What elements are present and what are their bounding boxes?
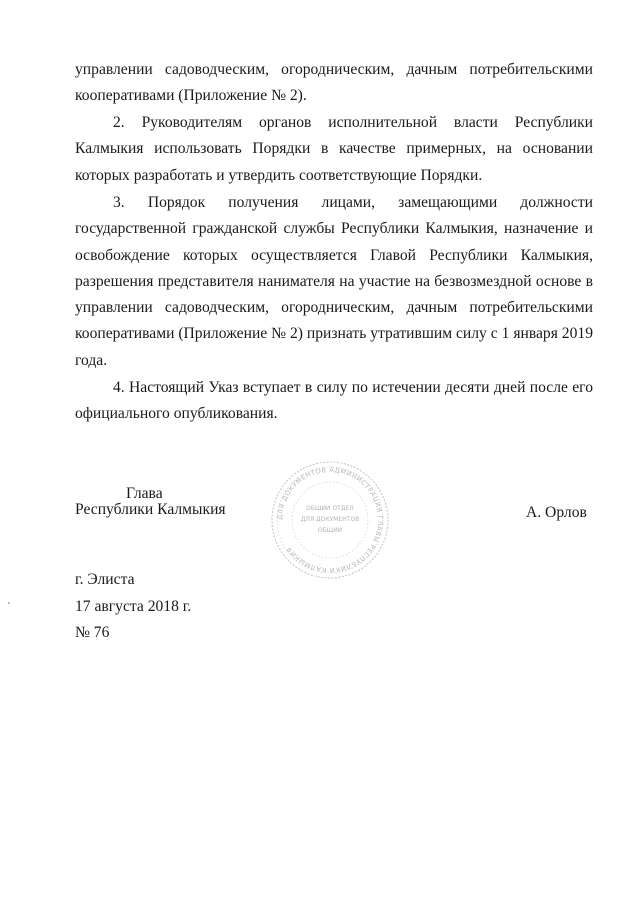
paragraph-1-continuation: управлении садоводческим, огородническим, дачным потребительскими кооперативами (Приложение № 2).: [75, 61, 593, 105]
issue-city: г. Элиста: [75, 571, 135, 588]
seal-ring-text: ДЛЯ ДОКУМЕНТОВ АДМИНИСТРАЦИЯ ГЛАВЫ РЕСПУБЛИКИ КАЛМЫКИЯ: [275, 465, 385, 575]
paragraph-4: 4. Настоящий Указ вступает в силу по истечении десяти дней после его официального опубликования.: [75, 379, 593, 423]
official-seal-stamp: [268, 458, 392, 582]
signatory-name: А. Орлов: [526, 504, 587, 521]
seal-center-line3: ОБЩИЙ: [317, 527, 343, 534]
decree-number: № 76: [75, 624, 110, 641]
seal-center-line2: ДЛЯ ДОКУМЕНТОВ: [300, 516, 360, 523]
signatory-title-line2: Республики Калмыкия: [75, 501, 226, 518]
signatory-title-line1: Глава: [126, 485, 163, 502]
seal-center-line1: ОБЩИЙ ОТДЕЛ: [306, 505, 354, 512]
paragraph-2: 2. Руководителям органов исполнительной власти Республики Калмыкия использовать Порядки в качестве примерных, на основании которых разработать и утвердить соответствующие Порядки.: [75, 114, 593, 184]
paragraph-3: 3. Порядок получения лицами, замещающими должности государственной гражданской службы Республики Калмыкия, назначение и освобождение которых осуществляется Главой Республики Калмыкия, разрешения представителя нанимателя на участие на безвозмездной основе в управлении садоводческим, огородническим, дачным потребительскими кооперативами (Приложение № 2) признать утратившим силу с 1 января 2019 года.: [75, 194, 593, 369]
scan-dust-mark: [8, 602, 10, 604]
issue-date: 17 августа 2018 г.: [75, 598, 192, 615]
